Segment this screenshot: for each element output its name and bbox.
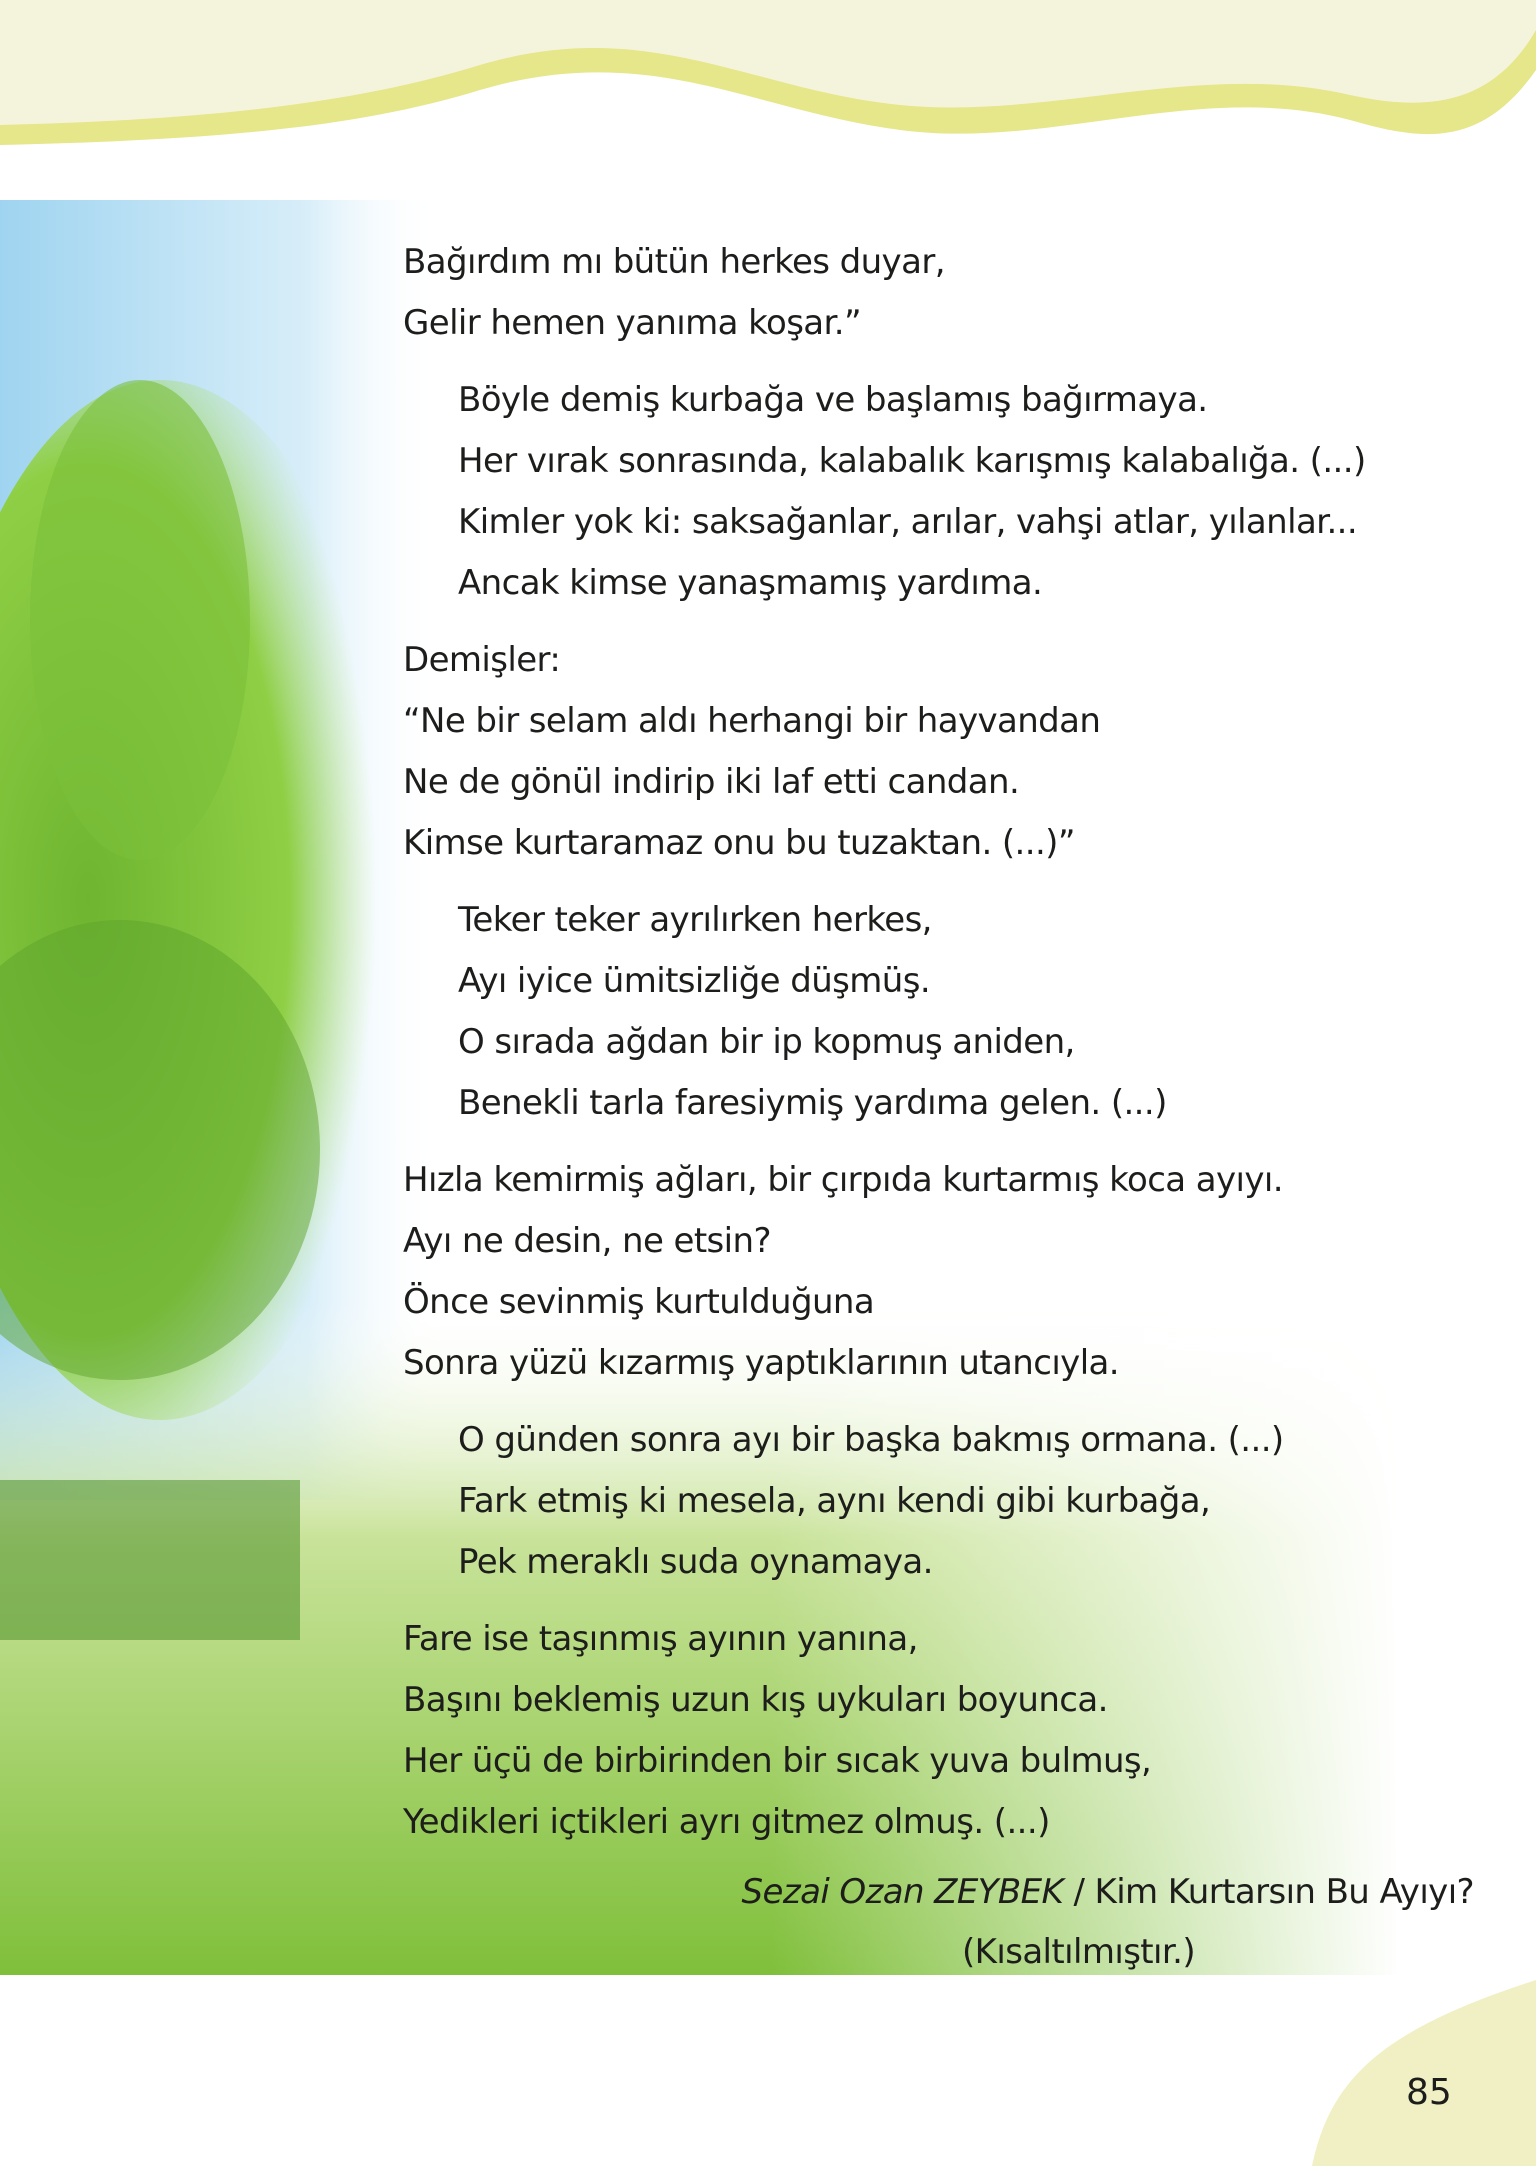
poem-line: Pek meraklı suda oynamaya. [458, 1542, 933, 1582]
poem-line: O günden sonra ayı bir başka bakmış ormana. (...) [458, 1420, 1284, 1460]
poem-line: Her üçü de birbirinden bir sıcak yuva bulmuş, [403, 1741, 1152, 1781]
poem-line: Başını beklemiş uzun kış uykuları boyunca. [403, 1680, 1108, 1720]
poem-line: Kimler yok ki: saksağanlar, arılar, vahşi atlar, yılanlar... [458, 502, 1358, 542]
stanza [403, 1150, 1513, 1394]
attribution [742, 1862, 1474, 1923]
poem-title: Kim Kurtarsın Bu Ayıyı? [1094, 1872, 1474, 1912]
poem-line: Demişler: [403, 640, 561, 680]
poem-line: Hızla kemirmiş ağları, bir çırpıda kurtarmış koca ayıyı. [403, 1160, 1283, 1200]
poem-line: O sırada ağdan bir ip kopmuş aniden, [458, 1022, 1075, 1062]
attribution-separator: / [1063, 1872, 1095, 1912]
poem-line: Ayı ne desin, ne etsin? [403, 1221, 771, 1261]
abridged-note: (Kısaltılmıştır.) [962, 1932, 1196, 1972]
stanza [403, 370, 1513, 614]
stanza [403, 630, 1513, 874]
author-name: Sezai Ozan ZEYBEK [741, 1872, 1064, 1912]
poem-line: Ayı iyice ümitsizliğe düşmüş. [458, 961, 931, 1001]
poem-line: Sonra yüzü kızarmış yaptıklarının utancıyla. [403, 1343, 1119, 1383]
poem [403, 232, 1513, 1869]
poem-line: Ancak kimse yanaşmamış yardıma. [458, 563, 1043, 603]
poem-line: Yedikleri içtikleri ayrı gitmez olmuş. (...) [403, 1802, 1050, 1842]
stanza [403, 1609, 1513, 1853]
poem-line: Böyle demiş kurbağa ve başlamış bağırmaya. [458, 380, 1208, 420]
poem-line: Teker teker ayrılırken herkes, [458, 900, 932, 940]
poem-line: Bağırdım mı bütün herkes duyar, [403, 242, 945, 282]
page-number: 85 [1406, 2072, 1452, 2113]
poem-line: Fare ise taşınmış ayının yanına, [403, 1619, 918, 1659]
stanza [403, 890, 1513, 1134]
poem-line: Her vırak sonrasında, kalabalık karışmış kalabalığa. (...) [458, 441, 1366, 481]
poem-line: Benekli tarla faresiymiş yardıma gelen. (...) [458, 1083, 1167, 1123]
poem-line: Kimse kurtaramaz onu bu tuzaktan. (...)” [403, 823, 1075, 863]
poem-line: “Ne bir selam aldı herhangi bir hayvandan [403, 701, 1101, 741]
stanza [403, 232, 1513, 354]
poem-line: Ne de gönül indirip iki laf etti candan. [403, 762, 1020, 802]
poem-line: Fark etmiş ki mesela, aynı kendi gibi kurbağa, [458, 1481, 1211, 1521]
poem-line: Önce sevinmiş kurtulduğuna [403, 1282, 875, 1322]
poem-line: Gelir hemen yanıma koşar.” [403, 303, 862, 343]
stanza [403, 1410, 1513, 1593]
